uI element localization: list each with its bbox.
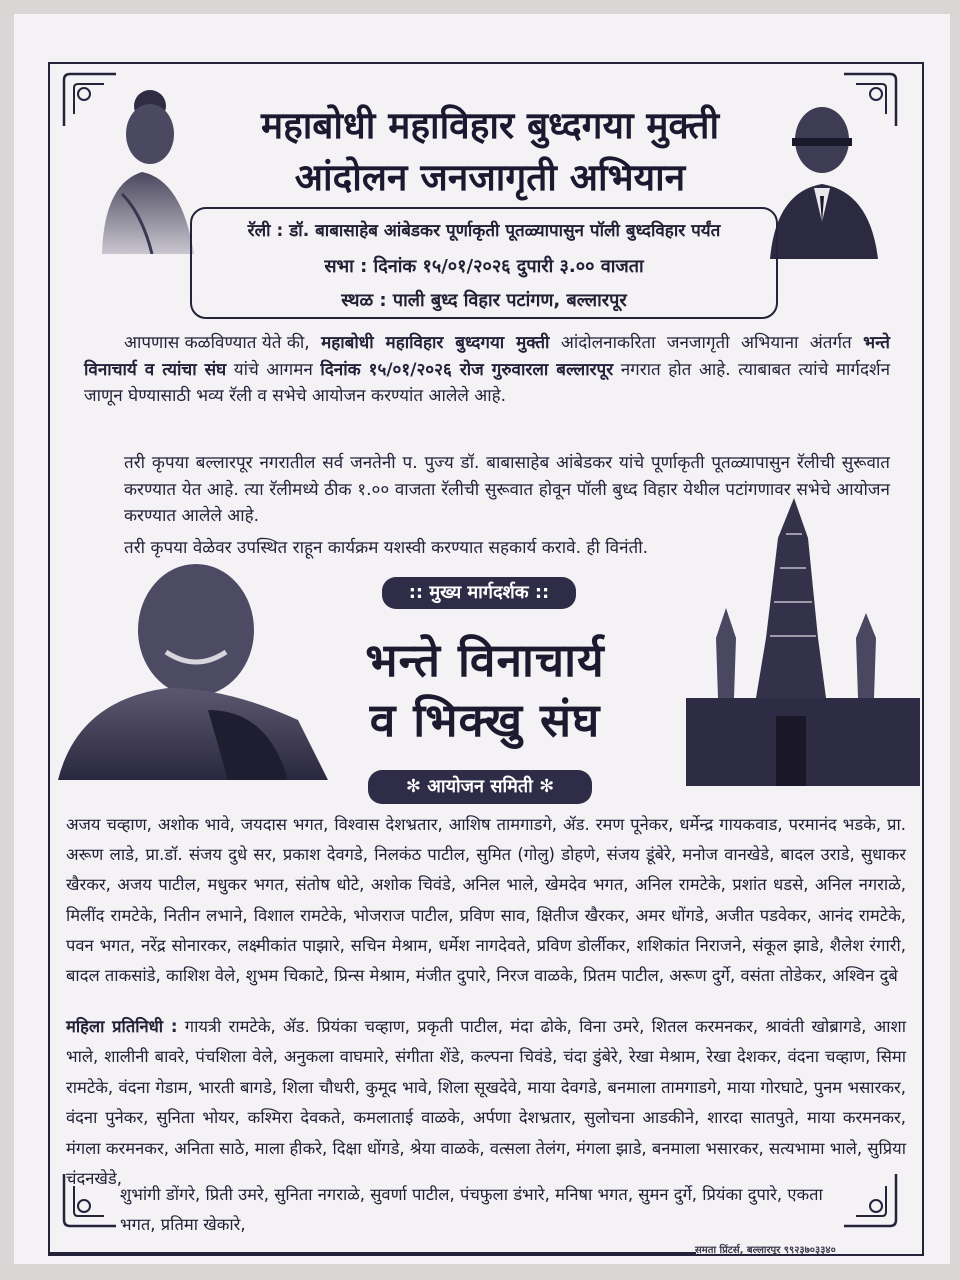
intro-text-d: भन्ते विनाचार्य व त्यांचा संघ — [84, 333, 891, 380]
committee-members: अजय चव्हाण, अशोक भावे, जयदास भगत, विश्वास देशभ्रतार, आशिष तामगाडगे, ॲड. रमण पूनेकर, धर्मेन्द्र गायकवाड, परमानंद भडके, प्रा. अरूण लाडे, प्रा.डॉ. संजय दुधे सर, प्रकाश देवगडे, निलकंठ पाटील, सुमित (गोलु) डोहणे, संजय डूंबेरे, मनोज वानखेडे, बादल उराडे, सुधाकर खैरकर, अजय पाटील, मधुकर भगत, संतोष धोटे, अशोक चिवंडे, अनिल भाले, खेमदेव भगत, अनिल रामटेके, प्रशांत धडसे, अनिल नगराळे, मिलींद रामटेके, नितीन लभाने, विशाल रामटेके, भोजराज पाटील, प्रविण साव, क्षितीज खैरकर, अमर धोंगडे, अजीत पडवेकर, आनंद रामटेके, पवन भगत, नरेंद्र सोनारकर, लक्ष्मीकांत पाझारे, सचिन मेश्राम, धर्मेश नागदेवते, प्रविण डोर्लीकर, शशिकांत निराजने, संकूल झाडे, शैलेश रंगारी, बादल ताकसांडे, काशिश वेले, शुभम चिकाटे, प्रिन्स मेश्राम, मंजीत दुपारे, निरज वाळके, प्रितम पाटील, अरूण दुर्गे, वसंता तोडेकर, अश्विन दुबे — [66, 815, 906, 986]
intro-text-f: दिनांक १५/०१/२०२६ रोज गुरुवारला बल्लारपूर — [320, 359, 614, 380]
meeting-label: सभा : — [324, 256, 368, 277]
title-line-1: महाबोधी महाविहार बुध्दगया मुक्ती — [260, 104, 720, 147]
poster-title — [200, 100, 780, 204]
meeting-line — [192, 254, 776, 278]
venue-line — [192, 288, 776, 312]
women-list: गायत्री रामटेके, ॲड. प्रियंका चव्हाण, प्रकृती पाटील, मंदा ढोके, विना उमरे, शितल करमनकर, श्रावंती खोब्रागडे, आशा भाले, शालीनी बावरे, पंचशिला वेले, अनुकला वाघमारे, संगीता शेंडे, कल्पना चिवंडे, चंदा डुंबेरे, रेखा मेश्राम, रेखा देशकर, वंदना चव्हाण, सिमा रामटेके, वंदना गेडाम, भारती बागडे, शिला चौधरी, कुमूद भावे, शिला सूखदेवे, माया देवगडे, बनमाला तामगाडगे, माया गोरघाटे, पुनम भसारकर, वंदना पुनेकर, सुनिता भोयर, कश्मिरा देवकते, कमलाताई वाळके, अर्पणा देशभ्रतार, सुलोचना आडकीने, शारदा सातपुते, माया करमनकर, मंगला करमनकर, अनिता साठे, माला हीकरे, दिक्षा धोंगडे, श्रेया वाळके, वत्सला तेलंग, मंगला झाडे, बनमाला भसारकर, सत्यभामा भाले, सुप्रिया चंदनखेडे, — [66, 1017, 906, 1189]
buddha-portrait — [82, 84, 202, 254]
event-info-box — [190, 207, 778, 319]
intro-text-a: आपणास कळविण्यात येते की, — [124, 333, 310, 353]
rally-paragraph-text: तरी कृपया बल्लारपूर नगरातील सर्व जनतेनी प. पुज्य डॉ. बाबासाहेब आंबेडकर यांचे पूर्णाकृती पूतळ्यापासुन रॅलीची सुरूवात करण्यात येत आहे. त्या रॅलीमध्ये ठीक १.०० वाजता रॅलीची सुरूवात होवून पॉली बुध्द विहार येथील पटांगणावर सभेचे आयोजन करण्यात आलेले आहे. — [124, 453, 890, 526]
intro-text-g: नगरात होत आहे. त्याबाबत त्यांचे मार्गदर्शन जाणून घेण्यासाठी भव्य रॅली व सभेचे आयोजन करण्यांत आलेले आहे. — [84, 359, 891, 406]
chief-guide-badge: :: मुख्य मार्गदर्शक :: — [382, 577, 576, 609]
meeting-text: दिनांक १५/०१/२०२६ दुपारी ३.०० वाजता — [373, 256, 644, 277]
intro-text-e: यांचे आगमन — [233, 359, 313, 380]
footer-rule — [48, 1252, 696, 1254]
guide-name-line-2: व भिक्खु संघ — [369, 693, 601, 747]
ambedkar-portrait — [770, 104, 878, 259]
rally-text: डॉ. बाबासाहेब आंबेडकर पूर्णाकृती पूतळ्यापासुन पॉली बुध्दविहार पर्यंत — [289, 221, 721, 241]
women-representatives-continued: शुभांगी डोंगरे, प्रिती उमरे, सुनिता नगराळे, सुवर्णा पाटील, पंचफुला डंभारे, मनिषा भगत, सुमन दुर्गे, प्रियंका दुपारे, एकता भगत, प्रतिमा खेकारे, — [120, 1185, 823, 1234]
intro-text-b: महाबोधी महाविहार बुध्दगया मुक्ती — [321, 333, 550, 353]
venue-label: स्थळ : — [341, 290, 387, 311]
women-label: महिला प्रतिनिधी : — [66, 1017, 178, 1036]
women-representatives — [66, 1012, 906, 1194]
printer-credit: समता प्रिंटर्स, बल्लारपूर ९९२३७०३३४० — [695, 1245, 836, 1256]
venue-text: पाली बुध्द विहार पटांगण, बल्लारपूर — [392, 290, 627, 311]
rally-label: रॅली : — [247, 221, 284, 241]
title-line-2: आंदोलन जनजागृती अभियान — [294, 156, 686, 199]
organizing-committee-badge: ✻ आयोजन समिती ✻ — [368, 770, 592, 804]
rally-line — [192, 218, 776, 241]
guide-name-line-1: भन्ते विनाचार्य — [365, 633, 605, 687]
intro-paragraph — [84, 330, 890, 410]
request-paragraph-text: तरी कृपया वेळेवर उपस्थित राहून कार्यक्रम यशस्वी करण्यात सहकार्य करावे. ही विनंती. — [124, 538, 649, 558]
chief-guide-name — [250, 630, 720, 750]
mahabodhi-temple-image — [686, 498, 920, 786]
intro-text-c: आंदोलनाकरिता जनजागृती अभियाना अंतर्गत — [560, 333, 852, 353]
